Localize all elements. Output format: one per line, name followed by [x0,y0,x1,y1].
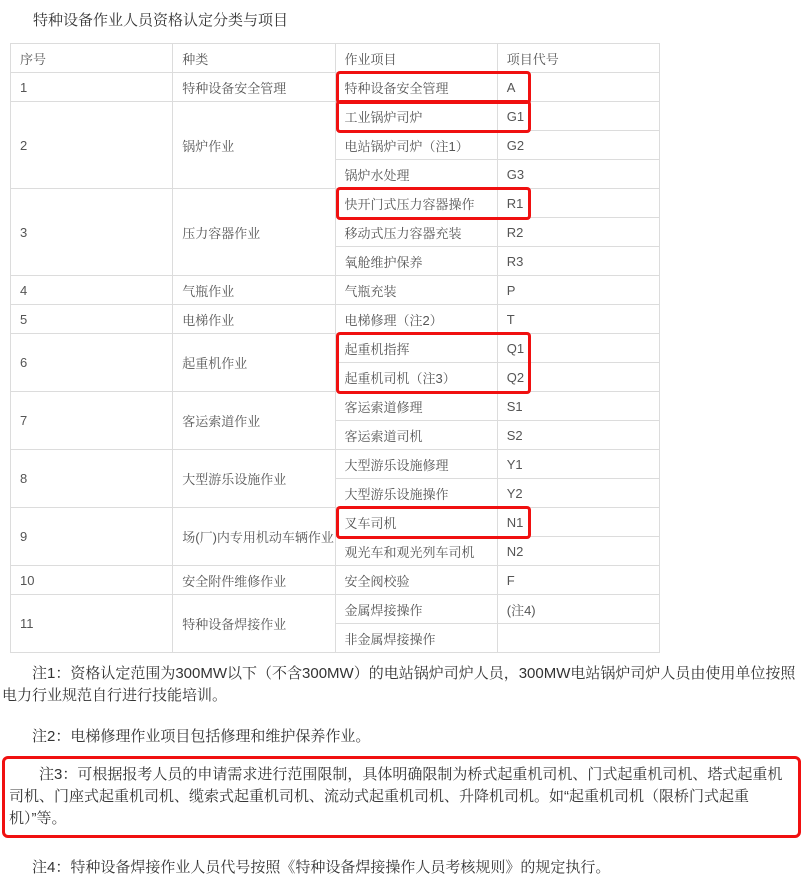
project-code-cell: N1 [497,508,659,537]
column-header: 项目代号 [497,44,659,73]
project-code-cell: G1 [497,102,659,131]
table-row [11,392,660,421]
page-title: 特种设备作业人员资格认定分类与项目 [33,12,289,29]
serial-number-cell: 8 [11,450,173,508]
project-cell: 观光车和观光列车司机 [335,537,497,566]
project-cell: 大型游乐设施操作 [335,479,497,508]
project-cell: 叉车司机 [335,508,497,537]
project-code-cell: Y1 [497,450,659,479]
project-cell: 移动式压力容器充装 [335,218,497,247]
serial-number-cell: 7 [11,392,173,450]
note: 注2：电梯修理作业项目包括修理和维护保养作业。 [32,728,371,745]
column-header: 种类 [173,44,335,73]
project-code-cell: (注4) [497,595,659,624]
category-cell: 安全附件维修作业 [173,566,335,595]
project-cell: 特种设备安全管理 [335,73,497,102]
note: 注1：资格认定范围为300MW以下（不含300MW）的电站锅炉司炉人员，300MW电站锅炉司炉人员由使用单位按照电力行业规范自行进行技能培训。 [2,665,796,704]
project-code-cell: S1 [497,392,659,421]
project-cell: 大型游乐设施修理 [335,450,497,479]
category-cell: 特种设备焊接作业 [173,595,335,653]
category-cell: 起重机作业 [173,334,335,392]
serial-number-cell: 3 [11,189,173,276]
project-code-cell: G2 [497,131,659,160]
project-code-cell: A [497,73,659,102]
table-row [11,450,660,479]
serial-number-cell: 11 [11,595,173,653]
qualification-table [10,43,660,653]
project-cell: 快开门式压力容器操作 [335,189,497,218]
category-cell: 特种设备安全管理 [173,73,335,102]
column-header: 序号 [11,44,173,73]
table-row [11,276,660,305]
table-row [11,189,660,218]
serial-number-cell: 6 [11,334,173,392]
serial-number-cell: 1 [11,73,173,102]
project-code-cell: G3 [497,160,659,189]
table-row [11,305,660,334]
project-code-cell: T [497,305,659,334]
project-cell: 电站锅炉司炉（注1） [335,131,497,160]
serial-number-cell: 4 [11,276,173,305]
project-cell: 电梯修理（注2） [335,305,497,334]
category-cell: 压力容器作业 [173,189,335,276]
serial-number-cell: 5 [11,305,173,334]
serial-number-cell: 2 [11,102,173,189]
project-code-cell: P [497,276,659,305]
project-cell: 客运索道修理 [335,392,497,421]
project-code-cell: S2 [497,421,659,450]
category-cell: 场(厂)内专用机动车辆作业 [173,508,335,566]
project-cell: 客运索道司机 [335,421,497,450]
table-row [11,508,660,537]
note-highlighted: 注3：可根据报考人员的申请需求进行范围限制，具体明确限制为桥式起重机司机、门式起重机司机、塔式起重机司机、门座式起重机司机、缆索式起重机司机、流动式起重机司机、升降机司机。如“起重机司机（限桥门式起重机）”等。 [2,756,801,838]
project-code-cell: N2 [497,537,659,566]
project-cell: 起重机指挥 [335,334,497,363]
table-row [11,102,660,131]
project-cell: 工业锅炉司炉 [335,102,497,131]
project-cell: 非金属焊接操作 [335,624,497,653]
project-code-cell: Q2 [497,363,659,392]
table-row [11,595,660,624]
project-cell: 锅炉水处理 [335,160,497,189]
project-code-cell [497,624,659,653]
table-row [11,566,660,595]
project-code-cell: F [497,566,659,595]
project-cell: 金属焊接操作 [335,595,497,624]
project-cell: 气瓶充装 [335,276,497,305]
note: 注4：特种设备焊接作业人员代号按照《特种设备焊接操作人员考核规则》的规定执行。 [32,859,611,876]
serial-number-cell: 10 [11,566,173,595]
category-cell: 锅炉作业 [173,102,335,189]
column-header: 作业项目 [335,44,497,73]
project-code-cell: R2 [497,218,659,247]
project-code-cell: Y2 [497,479,659,508]
table-header-row [11,44,660,73]
project-code-cell: Q1 [497,334,659,363]
project-cell: 安全阀校验 [335,566,497,595]
table-row [11,334,660,363]
category-cell: 电梯作业 [173,305,335,334]
category-cell: 客运索道作业 [173,392,335,450]
project-cell: 氧舱维护保养 [335,247,497,276]
notes-section [2,663,801,879]
table-row [11,73,660,102]
project-cell: 起重机司机（注3） [335,363,497,392]
serial-number-cell: 9 [11,508,173,566]
project-code-cell: R1 [497,189,659,218]
category-cell: 大型游乐设施作业 [173,450,335,508]
project-code-cell: R3 [497,247,659,276]
qualification-table-wrap [10,43,660,653]
category-cell: 气瓶作业 [173,276,335,305]
